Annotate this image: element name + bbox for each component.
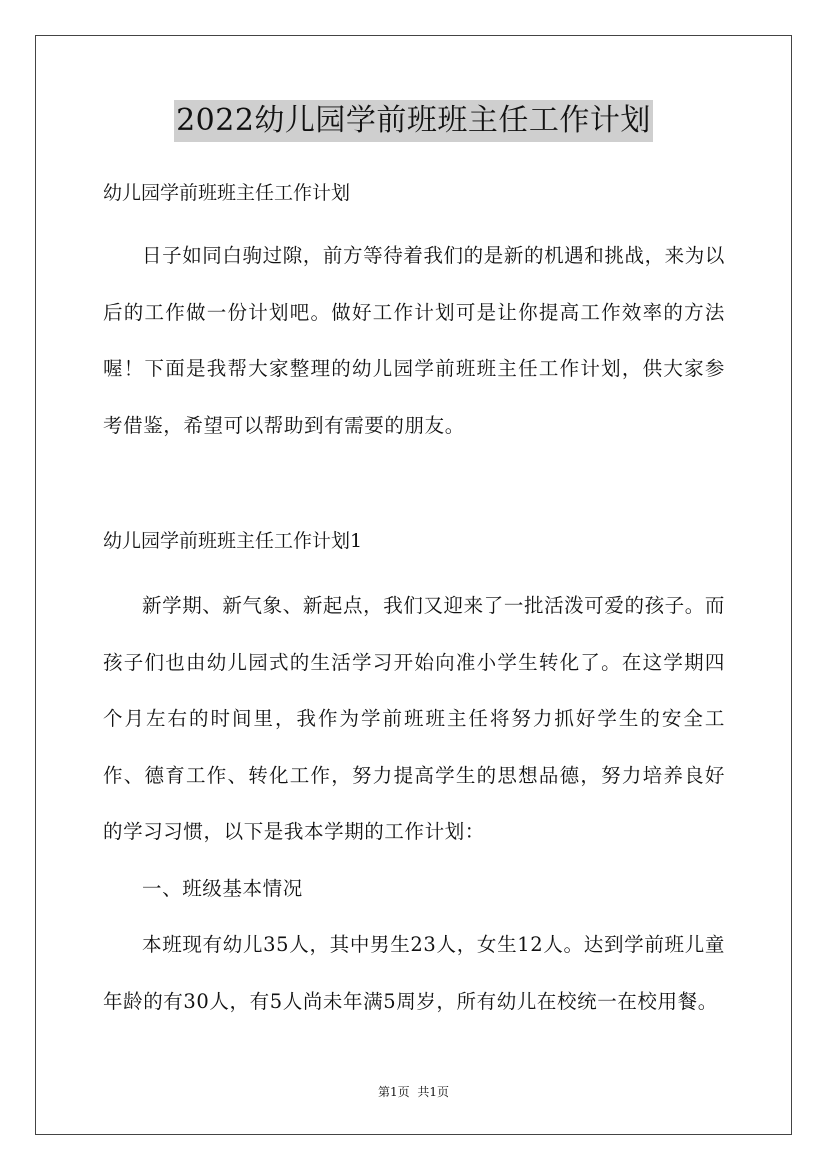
page-number: 第1页 [377, 1085, 410, 1099]
subsection-title: 一、班级基本情况 [142, 876, 303, 900]
section-paragraph: 新学期、新气象、新起点，我们又迎来了一批活泼可爱的孩子。而孩子们也由幼儿园式的生活学习开始向准小学生转化了。在这学期四个月左右的时间里，我作为学前班班主任将努力抓好学生的安全工作、德育工作、转化工作，努力提高学生的思想品德，努力培养良好的学习习惯，以下是我本学期的工作计划： [103, 594, 725, 843]
spacer [103, 214, 725, 228]
spacer [103, 562, 725, 578]
subsection-paragraph: 本班现有幼儿35人，其中男生23人，女生12人。达到学前班儿童年龄的有30人，有5人尚未年满5周岁，所有幼儿在校统一在校用餐。 [103, 933, 725, 1013]
section-title: 幼儿园学前班班主任工作计划1 [103, 530, 363, 552]
spacer [103, 454, 725, 520]
document-body [103, 172, 725, 1030]
page-total: 共1页 [417, 1085, 450, 1099]
intro-paragraph: 日子如同白驹过隙，前方等待着我们的是新的机遇和挑战，来为以后的工作做一份计划吧。做好工作计划可是让你提高工作效率的方法喔！下面是我帮大家整理的幼儿园学前班班主任工作计划，供大家参考借鉴，希望可以帮助到有需要的朋友。 [103, 244, 725, 437]
document-title: 2022幼儿园学前班班主任工作计划 [174, 100, 653, 142]
document-subtitle: 幼儿园学前班班主任工作计划 [103, 182, 351, 204]
title-container [0, 100, 827, 142]
page-footer [0, 1083, 827, 1101]
